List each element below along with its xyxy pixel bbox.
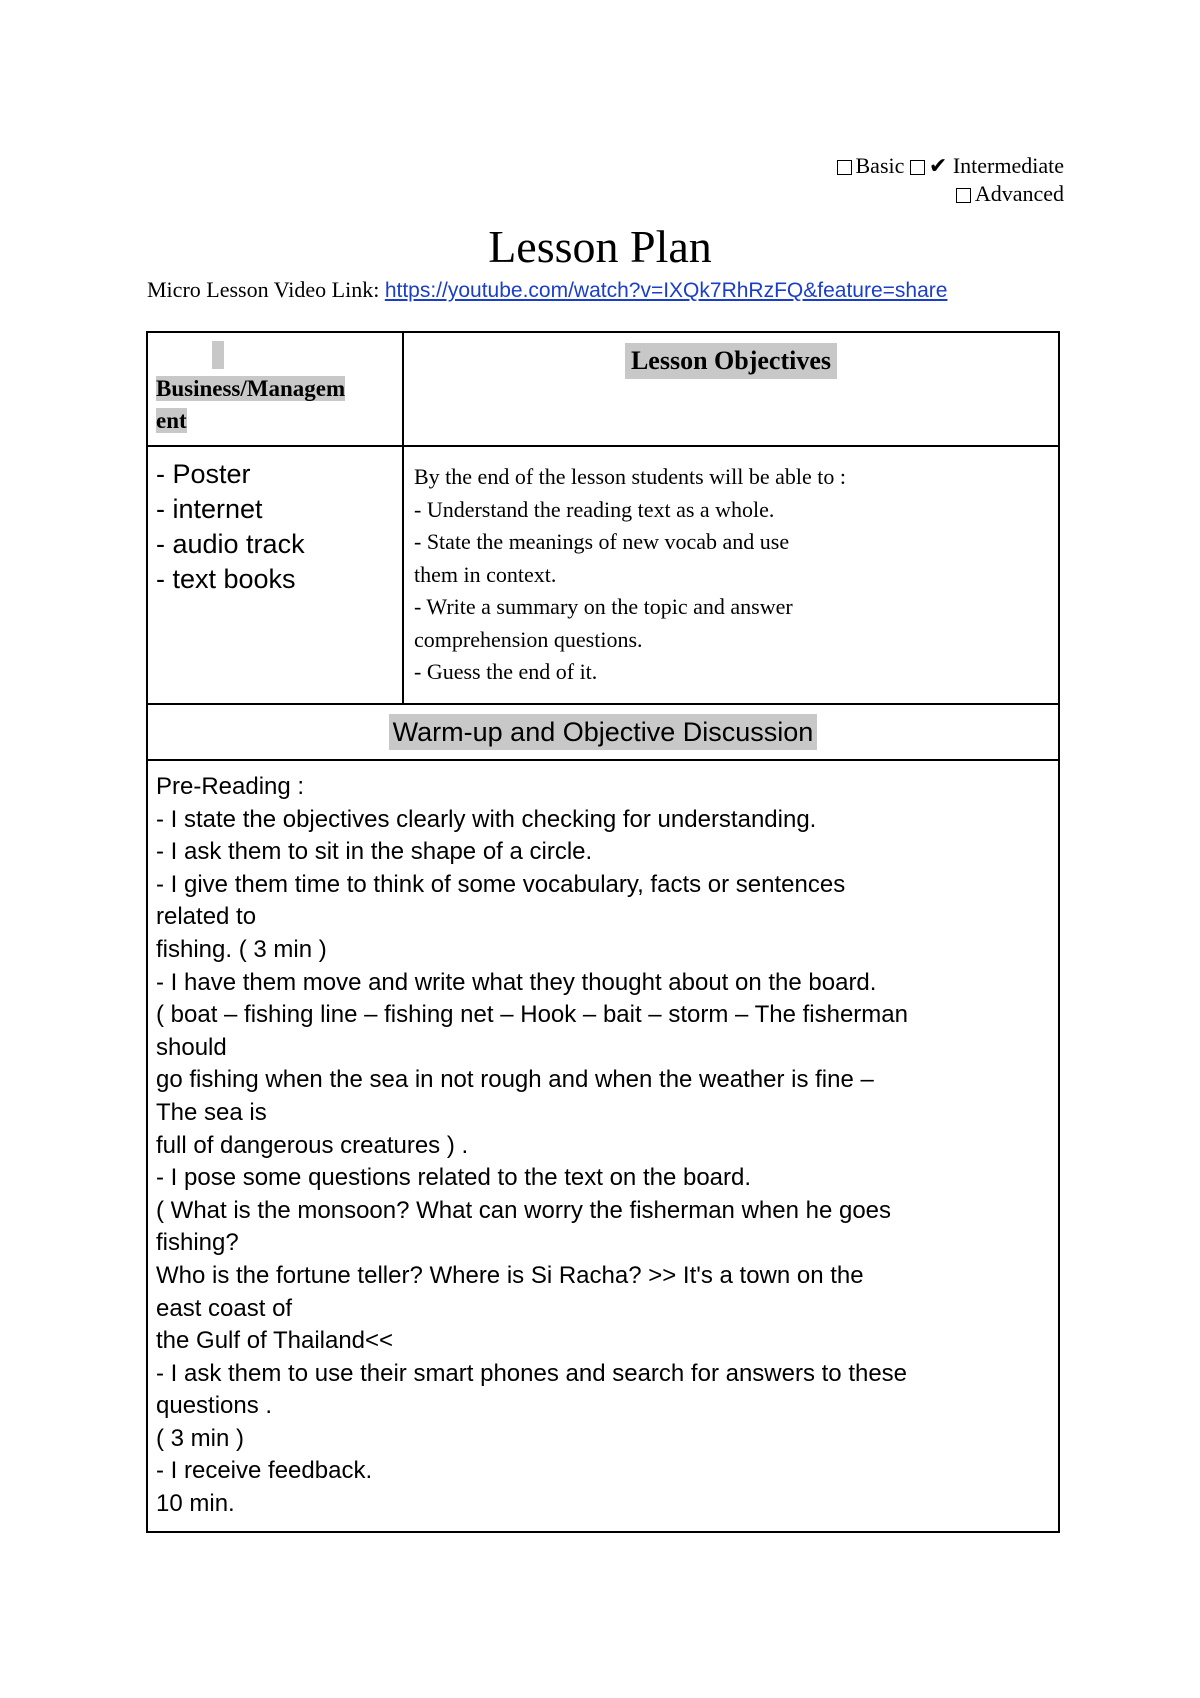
body-line: - I have them move and write what they thought about on the board.	[156, 968, 877, 996]
page-title: Lesson Plan	[488, 221, 712, 272]
body-line: - I ask them to use their smart phones and search for answers to these	[156, 1359, 908, 1387]
body-line: - I pose some questions related to the text on the board.	[156, 1164, 752, 1192]
body-line: fishing?	[156, 1229, 239, 1257]
checkbox-intermediate[interactable]	[910, 160, 925, 175]
objectives-header: Lesson Objectives	[625, 343, 837, 379]
body-line: the Gulf of Thailand<<	[156, 1327, 394, 1355]
body-line: ( What is the monsoon? What can worry the fisherman when he goes	[156, 1196, 892, 1224]
material-item: - Poster	[156, 459, 251, 489]
body-line: Who is the fortune teller? Where is Si Racha? >> It's a town on the	[156, 1261, 864, 1289]
subject-label: Business/Managem ent	[156, 376, 346, 433]
check-mark-icon: ✔	[928, 153, 948, 178]
material-item: - internet	[156, 494, 263, 524]
body-line: related to	[156, 903, 257, 931]
body-line: Pre-Reading :	[156, 773, 305, 800]
objective-line: them in context.	[414, 561, 557, 587]
body-line: ( boat – fishing line – fishing net – Hook – bait – storm – The fisherman	[156, 1001, 908, 1029]
body-line: questions .	[156, 1392, 273, 1420]
objectives-cell	[403, 446, 1059, 704]
body-line: - I give them time to think of some vocabulary, facts or sentences	[156, 870, 846, 898]
level-intermediate-label: Intermediate	[952, 153, 1064, 178]
body-line: go fishing when the sea in not rough and when the weather is fine –	[156, 1066, 874, 1094]
body-line: ( 3 min )	[156, 1424, 245, 1452]
level-selector	[644, 152, 1064, 208]
body-line: full of dangerous creatures ) .	[156, 1131, 469, 1159]
material-item: - text books	[156, 564, 296, 594]
checkbox-advanced[interactable]	[956, 188, 971, 203]
section-body-row	[147, 760, 1059, 1532]
lesson-plan-table	[146, 331, 1060, 1533]
level-intermediate[interactable]	[910, 153, 1064, 178]
body-line: east coast of	[156, 1294, 293, 1322]
video-link-line	[147, 277, 947, 303]
objective-line: - State the meanings of new vocab and use	[414, 529, 790, 554]
section-body-cell	[147, 760, 1059, 1532]
objective-line: By the end of the lesson students will be able to :	[414, 464, 846, 489]
section-header-row	[147, 704, 1059, 760]
highlight-mark	[212, 341, 224, 369]
body-line: - I ask them to sit in the shape of a circle.	[156, 838, 593, 866]
body-line: fishing. ( 3 min )	[156, 935, 327, 963]
materials-cell	[147, 446, 403, 704]
objective-line: comprehension questions.	[414, 626, 643, 652]
video-link[interactable]: https://youtube.com/watch?v=IXQk7RhRzFQ&feature=share	[384, 279, 948, 302]
objective-line: - Guess the end of it.	[414, 659, 598, 684]
level-basic-label: Basic	[855, 153, 905, 178]
header-row	[147, 332, 1059, 446]
level-advanced[interactable]	[956, 181, 1064, 206]
body-line: - I state the objectives clearly with checking for understanding.	[156, 805, 817, 833]
objectives-header-cell	[403, 332, 1059, 446]
checkbox-basic[interactable]	[837, 160, 852, 175]
body-line: should	[156, 1033, 227, 1061]
material-item: - audio track	[156, 529, 305, 559]
level-basic[interactable]	[837, 153, 905, 178]
content-row	[147, 446, 1059, 704]
section-header-cell	[147, 704, 1059, 760]
objective-line: - Write a summary on the topic and answer	[414, 594, 793, 619]
video-link-label: Micro Lesson Video Link:	[147, 277, 380, 302]
section-title: Warm-up and Objective Discussion	[389, 714, 818, 750]
body-line: The sea is	[156, 1098, 267, 1126]
subject-header-cell	[147, 332, 403, 446]
body-line: 10 min.	[156, 1490, 235, 1518]
body-line: - I receive feedback.	[156, 1457, 373, 1485]
level-advanced-label: Advanced	[974, 181, 1064, 206]
objective-line: - Understand the reading text as a whole.	[414, 496, 775, 522]
